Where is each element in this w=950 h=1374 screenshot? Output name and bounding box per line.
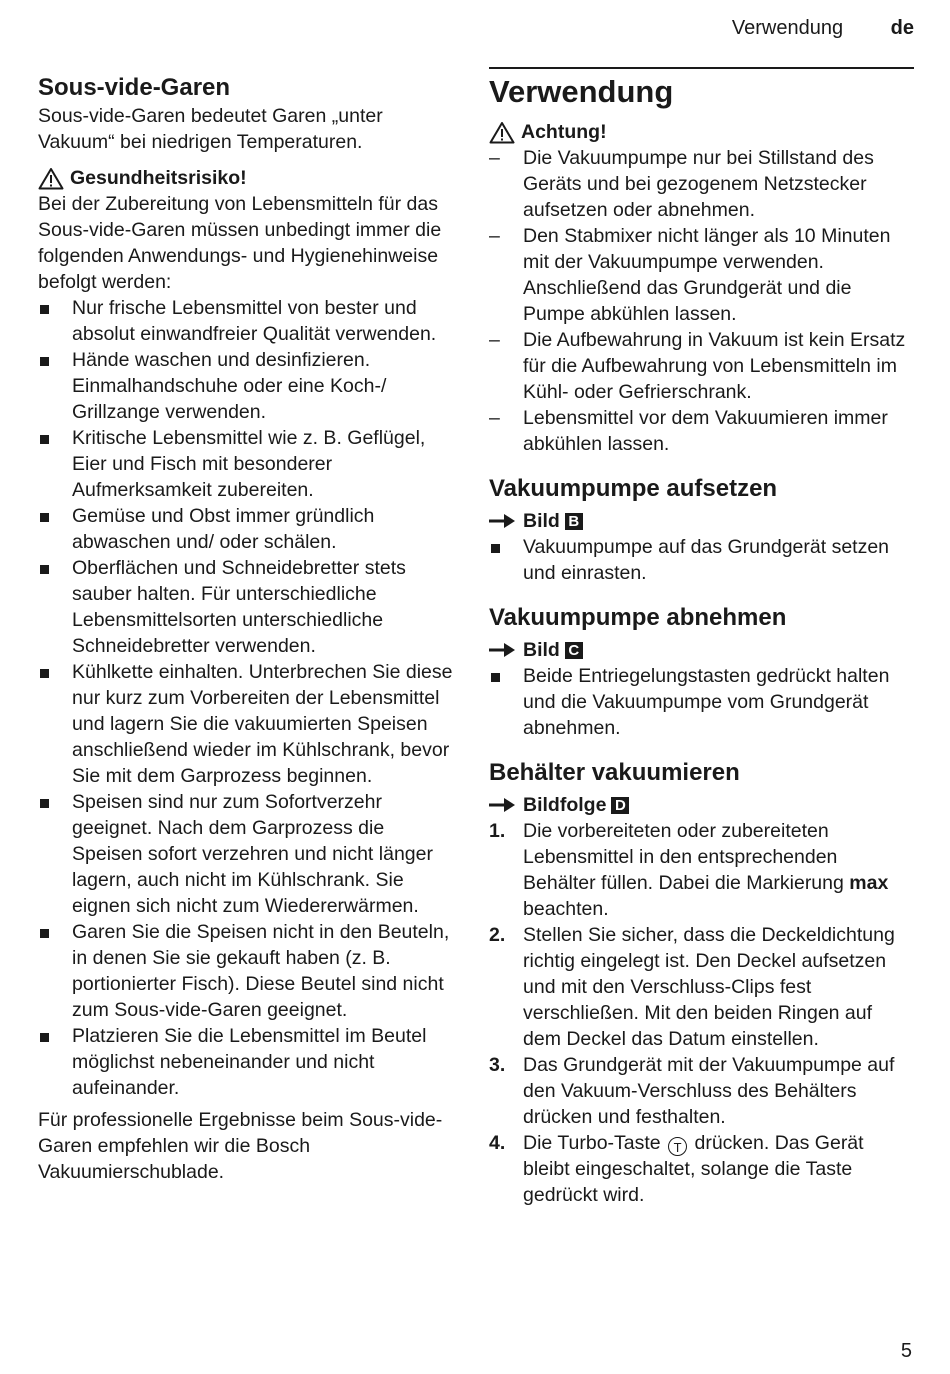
health-warning-label: Gesundheitsrisiko!: [70, 167, 247, 189]
header-language: de: [890, 17, 914, 39]
health-warning: [38, 165, 458, 191]
step-emphasis: max: [849, 872, 889, 894]
list-item: Nur frische Lebensmittel von bester und absolut einwandfreier Qualität verwenden.: [38, 295, 458, 347]
list-item: Gemüse und Obst immer gründlich abwaschen und/ oder schälen.: [38, 503, 458, 555]
list-item: – Den Stabmixer nicht länger als 10 Minuten mit der Vakuumpumpe verwenden. Anschließend das Grundgerät und die Pumpe abkühlen lassen.: [489, 223, 914, 327]
figure-label: Bild: [523, 510, 560, 532]
closing-paragraph: Für professionelle Ergebnisse beim Sous-vide-Garen empfehlen wir die Bosch Vakuumierschublade.: [38, 1109, 443, 1183]
hygiene-list: [38, 295, 458, 1101]
list-item: Beide Entriegelungstasten gedrückt halten und die Vakuumpumpe vom Grundgerät abnehmen.: [489, 663, 914, 741]
warning-triangle-icon: [489, 121, 515, 144]
list-item: [489, 922, 914, 1052]
arrow-right-icon: [489, 643, 515, 657]
list-item: – Lebensmittel vor dem Vakuumieren immer abkühlen lassen.: [489, 405, 914, 457]
attach-pump-heading: Vakuumpumpe aufsetzen: [489, 475, 778, 502]
list-item: [489, 1130, 914, 1208]
figure-reference: [489, 508, 914, 534]
page-number: 5: [900, 1340, 912, 1362]
attach-pump-list: [489, 534, 914, 586]
vacuum-container-heading: Behälter vakuumieren: [489, 759, 740, 786]
list-item: Kritische Lebensmittel wie z. B. Geflügel, Eier und Fisch mit besonderer Aufmerksamkeit zubereiten.: [38, 425, 458, 503]
list-item: – Die Vakuumpumpe nur bei Stillstand des Geräts und bei gezogenem Netzstecker aufsetzen oder abnehmen.: [489, 145, 914, 223]
figure-letter-badge: C: [565, 642, 583, 659]
section-rule: [489, 67, 914, 69]
step-text: Stellen Sie sicher, dass die Deckeldichtung richtig eingelegt ist. Den Deckel aufsetzen und mit den Verschluss-Clips fest verschließen. Mit den beiden Ringen auf dem Deckel das Datum einstellen.: [523, 924, 895, 1050]
figure-reference: [489, 792, 914, 818]
right-column: [489, 72, 914, 1208]
step-text: Die vorbereiteten oder zubereiteten Lebensmittel in den entsprechenden Behälter füllen. Dabei die Markierung: [523, 820, 844, 894]
header-section: Verwendung: [731, 17, 844, 39]
step-number: 4.: [489, 1132, 506, 1154]
list-item: [489, 1052, 914, 1130]
remove-pump-list: [489, 663, 914, 741]
step-text: Das Grundgerät mit der Vakuumpumpe auf den Vakuum-Verschluss des Behälters drücken und festhalten.: [523, 1054, 895, 1128]
list-item: [489, 818, 914, 922]
step-text: Die Turbo-Taste: [523, 1132, 661, 1154]
caution-label: Achtung!: [521, 121, 607, 143]
list-item: Kühlkette einhalten. Unterbrechen Sie diese nur kurz zum Vorbereiten der Lebensmittel und lagern Sie die vakuumierten Speisen anschließend wieder im Kühlschrank, bevor Sie mit dem Garprozess beginnen.: [38, 659, 458, 789]
step-number: 2.: [489, 924, 506, 946]
page-header: [732, 14, 914, 42]
list-item: Vakuumpumpe auf das Grundgerät setzen und einrasten.: [489, 534, 914, 586]
warning-triangle-icon: [38, 167, 64, 190]
list-item: Garen Sie die Speisen nicht in den Beuteln, in denen Sie sie gekauft haben (z. B. portionierter Fisch). Diese Beutel sind nicht zum Sous-vide-Garen geeignet.: [38, 919, 458, 1023]
list-item: Platzieren Sie die Lebensmittel im Beutel möglichst nebeneinander und nicht aufeinander.: [38, 1023, 458, 1101]
figure-label: Bildfolge: [523, 794, 607, 816]
step-text: drücken. Das Gerät bleibt eingeschaltet, solange die Taste gedrückt wird.: [523, 1132, 864, 1206]
health-warning-text: Bei der Zubereitung von Lebensmitteln für das Sous-vide-Garen müssen unbedingt immer die folgenden Anwendungs- und Hygienehinweise befolgt werden:: [38, 193, 442, 293]
step-number: 3.: [489, 1054, 506, 1076]
step-number: 1.: [489, 820, 506, 842]
left-column: [38, 72, 458, 1185]
page-title: Verwendung: [489, 74, 674, 109]
step-text: beachten.: [523, 898, 609, 920]
figure-letter-badge: B: [565, 513, 583, 530]
turbo-button-icon: T: [668, 1137, 687, 1156]
list-item: Oberflächen und Schneidebretter stets sauber halten. Für unterschiedliche Lebensmittelsorten unterschiedliche Schneidebretter verwenden.: [38, 555, 458, 659]
caution-notice: [489, 119, 914, 145]
sous-vide-heading: Sous-vide-Garen: [38, 74, 231, 101]
sous-vide-intro: Sous-vide-Garen bedeutet Garen „unter Vakuum“ bei niedrigen Temperaturen.: [38, 105, 383, 153]
list-item: Hände waschen und desinfizieren. Einmalhandschuhe oder eine Koch-/ Grillzange verwenden.: [38, 347, 458, 425]
list-item: – Die Aufbewahrung in Vakuum ist kein Ersatz für die Aufbewahrung von Lebensmitteln im Kühl- oder Gefrierschrank.: [489, 327, 914, 405]
figure-label: Bild: [523, 639, 560, 661]
arrow-right-icon: [489, 798, 515, 812]
vacuum-steps: [489, 818, 914, 1208]
figure-reference: [489, 637, 914, 663]
remove-pump-heading: Vakuumpumpe abnehmen: [489, 604, 787, 631]
list-item: Speisen sind nur zum Sofortverzehr geeignet. Nach dem Garprozess die Speisen sofort verzehren und nicht länger lagern, auch nicht im Kühlschrank. Sie eignen sich nicht zum Wiedererwärmen.: [38, 789, 458, 919]
arrow-right-icon: [489, 514, 515, 528]
figure-letter-badge: D: [611, 797, 629, 814]
caution-list: [489, 145, 914, 457]
